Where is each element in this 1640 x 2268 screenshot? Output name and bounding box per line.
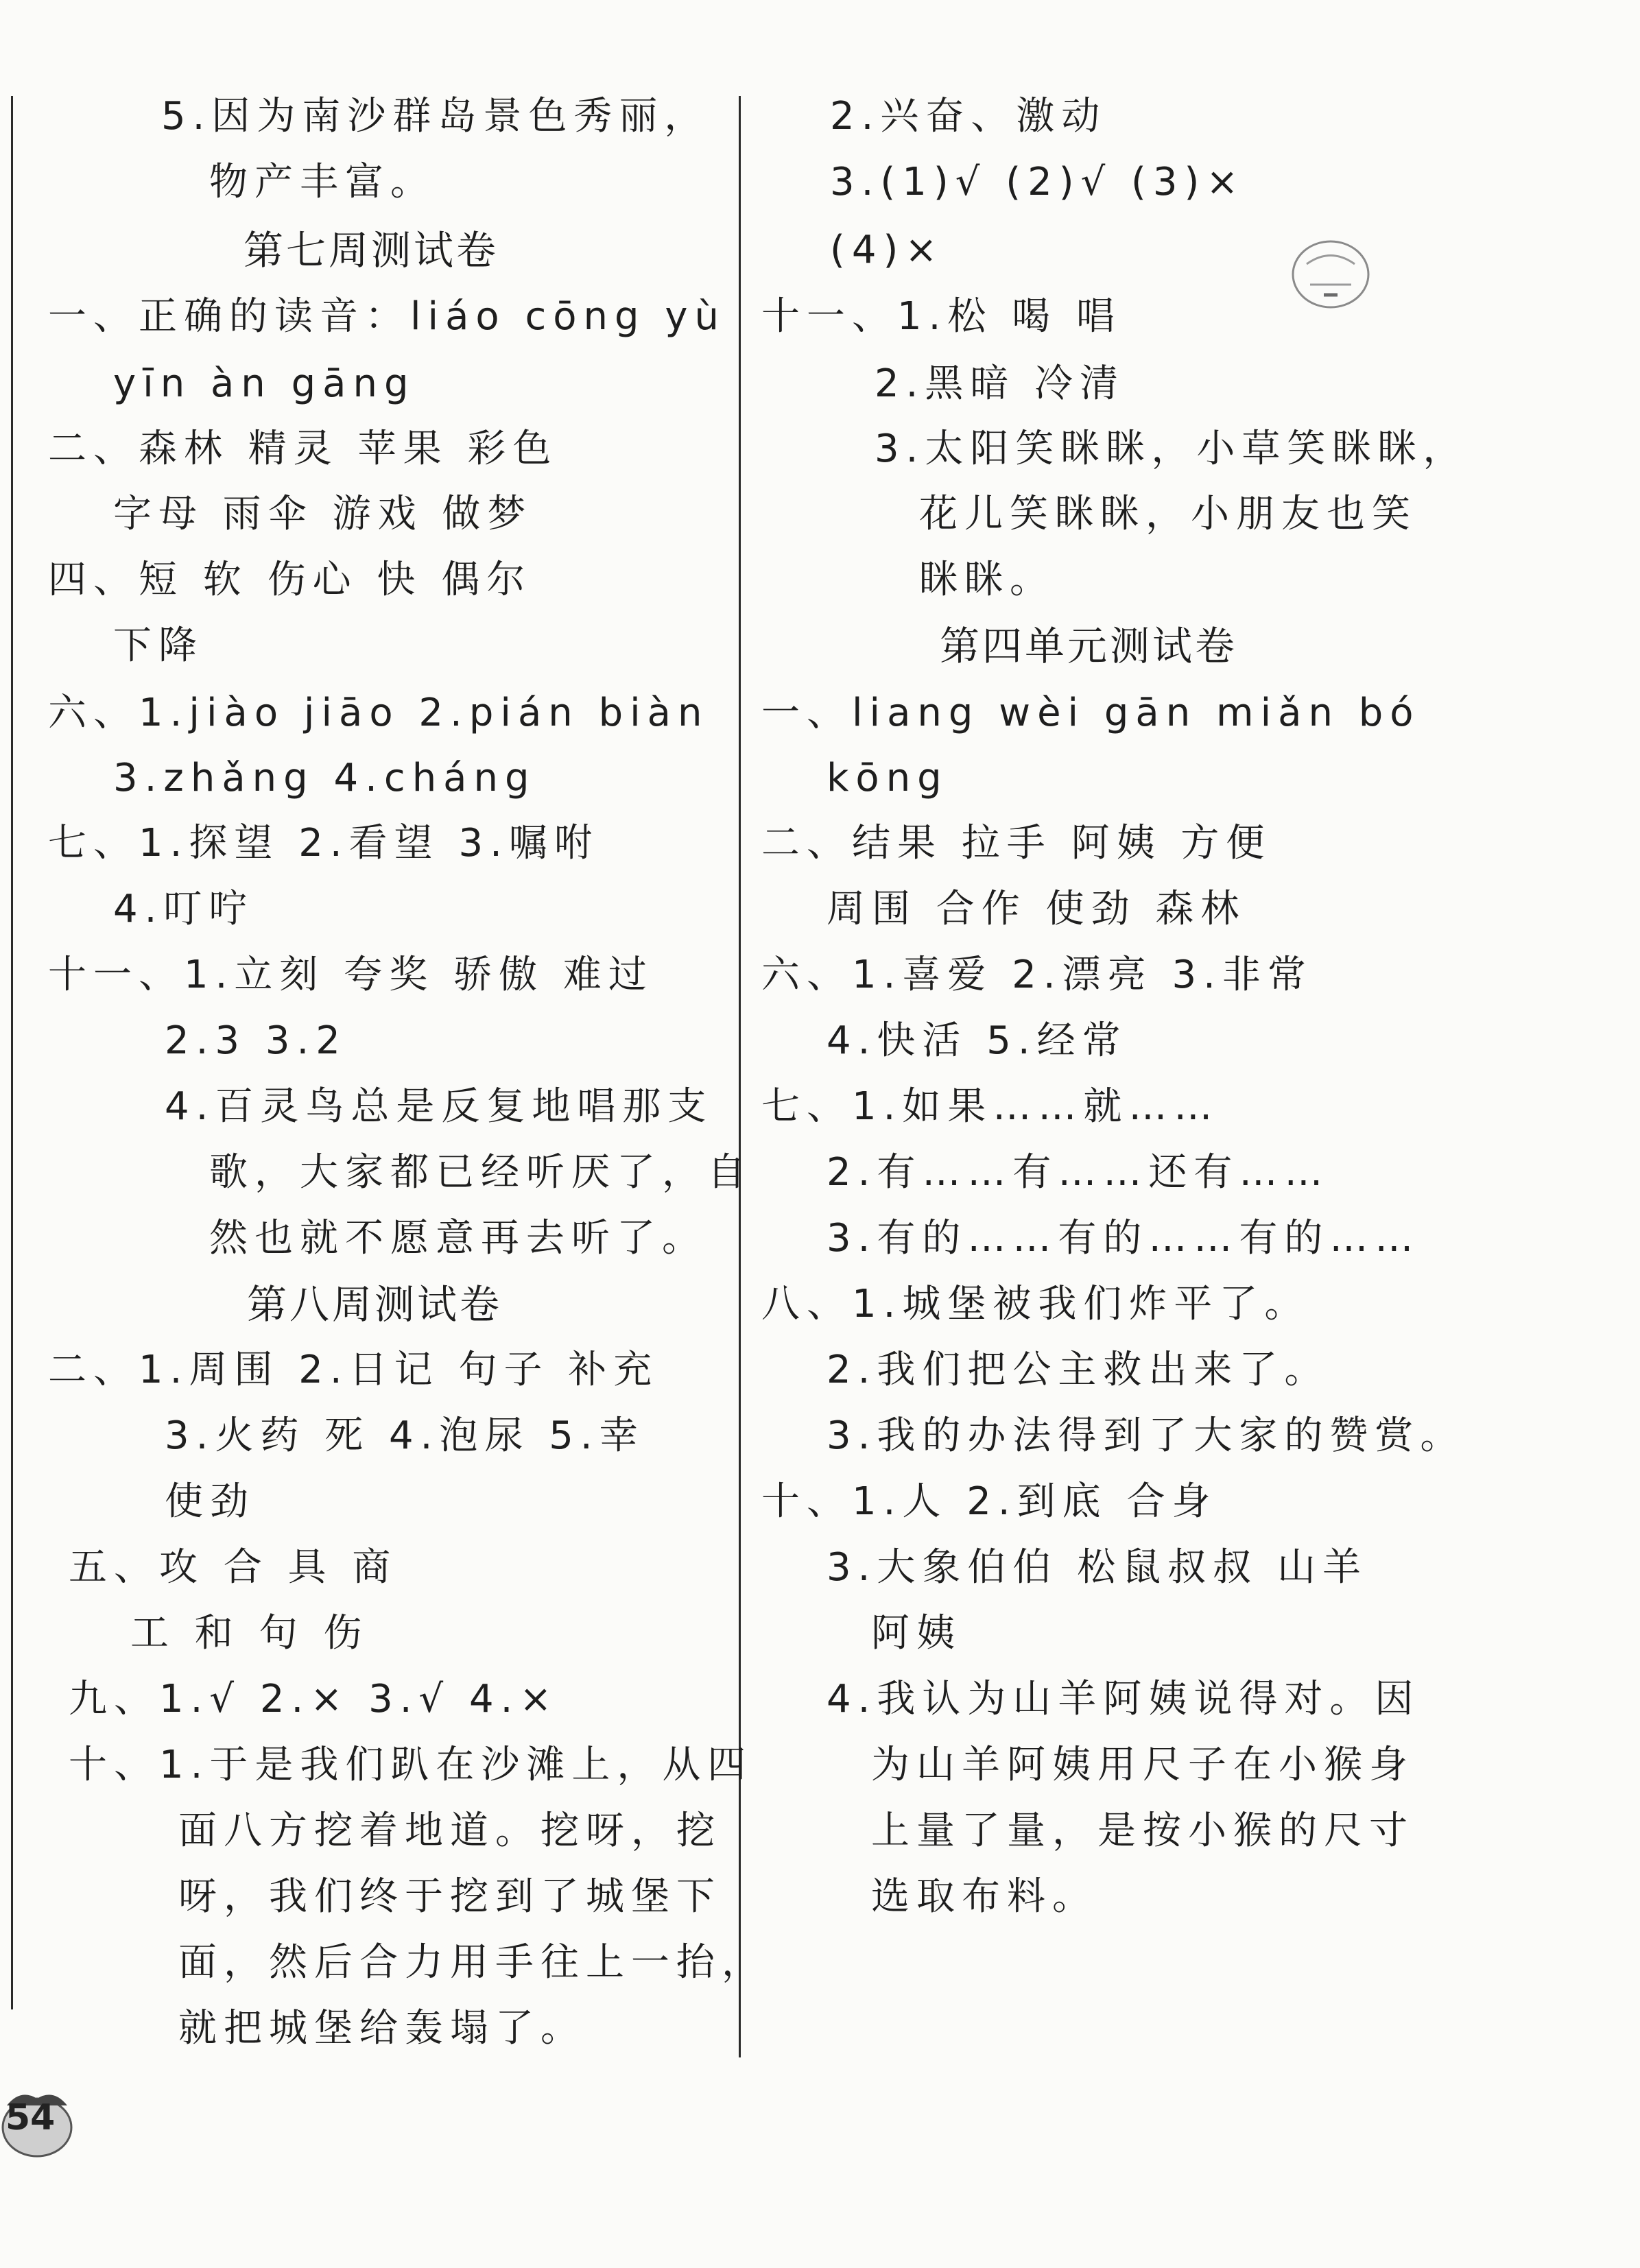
answer-line: 3.我的办法得到了大家的赞赏。 <box>827 1413 1466 1458</box>
answer-line: 然也就不愿意再去听了。 <box>209 1216 707 1261</box>
answer-line: 眯眯。 <box>919 558 1055 602</box>
answer-line: 4.快活 5.经常 <box>827 1018 1128 1063</box>
answer-line: 3.(1)√ (2)√ (3)× <box>830 160 1246 204</box>
answer-line: 一、正确的读音：liáo cōng yù <box>48 294 726 339</box>
answer-line: 3.火药 死 4.泡尿 5.幸 <box>165 1413 645 1458</box>
answer-line: 阿姨 <box>871 1611 962 1656</box>
answer-line: 4.我认为山羊阿姨说得对。因 <box>827 1677 1421 1721</box>
answer-line: 十一、1.松 喝 唱 <box>761 294 1122 339</box>
answer-line: 七、1.如果……就…… <box>761 1084 1220 1129</box>
answer-line: 3.有的……有的……有的…… <box>827 1216 1421 1261</box>
answer-line: 2.我们把公主救出来了。 <box>827 1348 1330 1392</box>
answer-line: 四、短 软 伤心 快 偶尔 <box>48 558 532 602</box>
answer-line: 九、1.√ 2.× 3.√ 4.× <box>69 1677 559 1721</box>
answer-line: 3.大象伯伯 松鼠叔叔 山羊 <box>827 1545 1368 1590</box>
answer-line: 字母 雨伞 游戏 做梦 <box>113 492 533 536</box>
answer-line: 十、1.于是我们趴在沙滩上，从四 <box>69 1743 753 1787</box>
answer-line: 2.有……有……还有…… <box>827 1150 1330 1195</box>
answer-line: 周围 合作 使劲 森林 <box>827 887 1246 931</box>
answer-line: 4.百灵鸟总是反复地唱那支 <box>165 1084 713 1129</box>
answer-line: 六、1.jiào jiāo 2.pián biàn <box>48 691 709 735</box>
answer-line: (4)× <box>830 228 944 272</box>
answer-line: 五、攻 合 具 商 <box>69 1545 398 1590</box>
answer-line: 为山羊阿姨用尺子在小猴身 <box>871 1743 1414 1787</box>
answer-line: 就把城堡给轰塌了。 <box>178 2006 586 2051</box>
page-number: 54 <box>5 2097 56 2138</box>
answer-line: 下降 <box>113 623 204 668</box>
answer-line: 一、liang wèi gān miǎn bó <box>761 691 1421 735</box>
answer-line: 七、1.探望 2.看望 3.嘱咐 <box>48 821 599 866</box>
answer-line: 花儿笑眯眯，小朋友也笑 <box>919 492 1417 536</box>
section-heading: 第四单元测试卷 <box>940 623 1238 669</box>
answer-line: 选取布料。 <box>871 1874 1097 1919</box>
answer-line: 上量了量，是按小猴的尺寸 <box>871 1809 1414 1853</box>
answer-line: 八、1.城堡被我们炸平了。 <box>761 1282 1310 1326</box>
answer-line: 歌，大家都已经听厌了，自 <box>209 1150 752 1195</box>
answer-line: 面八方挖着地道。挖呀，挖 <box>178 1809 722 1853</box>
answer-line: kōng <box>827 756 949 800</box>
answer-line: 使劲 <box>165 1479 255 1524</box>
answer-line: 5.因为南沙群岛景色秀丽， <box>161 94 710 139</box>
answer-line: 呀，我们终于挖到了城堡下 <box>178 1874 722 1919</box>
answer-line: 二、1.周围 2.日记 句子 补充 <box>48 1348 659 1392</box>
answer-line: 面，然后合力用手往上一抬， <box>178 1940 767 1985</box>
answer-line: 3.太阳笑眯眯，小草笑眯眯， <box>875 427 1469 471</box>
answer-line: 十、1.人 2.到底 合身 <box>761 1479 1217 1524</box>
answer-line: 2.兴奋、激动 <box>830 94 1107 139</box>
answer-line: 二、森林 精灵 苹果 彩色 <box>48 427 558 471</box>
answer-line: 十一、1.立刻 夸奖 骄傲 难过 <box>48 953 654 997</box>
answer-line: 4.叮咛 <box>113 887 254 931</box>
answer-line: 3.zhǎng 4.cháng <box>113 756 536 800</box>
answer-line: yīn àn gāng <box>113 361 416 406</box>
answer-line: 工 和 句 伤 <box>130 1611 369 1656</box>
answer-line: 2.3 3.2 <box>165 1018 347 1063</box>
answer-line: 六、1.喜爱 2.漂亮 3.非常 <box>761 953 1313 997</box>
section-heading: 第七周测试卷 <box>243 227 499 274</box>
left-margin-rule <box>11 96 13 2009</box>
stamp-seal-icon <box>1286 233 1375 315</box>
answer-line: 二、结果 拉手 阿姨 方便 <box>761 821 1272 866</box>
answer-line: 2.黑暗 冷清 <box>875 361 1126 406</box>
section-heading: 第八周测试卷 <box>247 1281 503 1328</box>
answer-line: 物产丰富。 <box>209 160 436 204</box>
